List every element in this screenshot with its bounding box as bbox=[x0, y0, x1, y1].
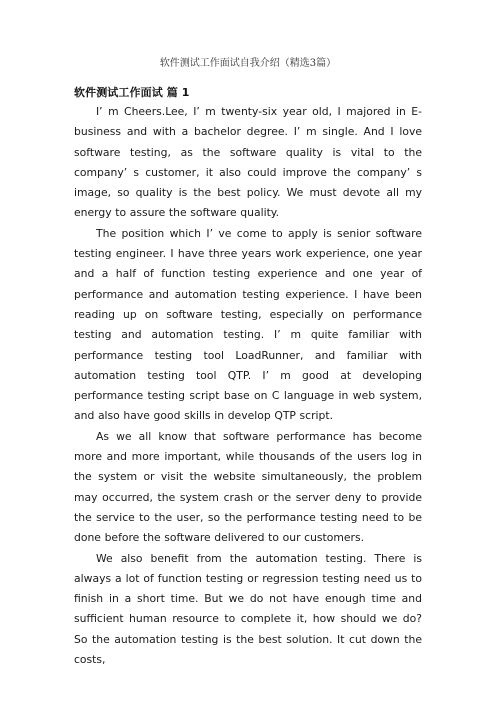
section-title: 软件测试工作面试 篇 1 bbox=[74, 86, 190, 99]
running-header: 软件测试工作面试自我介绍（精选3篇） bbox=[159, 58, 337, 69]
paragraph-automation-testing: We also benefit from the automation testing. There is always a lot of function testing or regression testing need us to finish in a short time. But we do not have enough time and sufficient human resource to complete it, how should we do? So the automation testing is the best solution. It cut down the costs, bbox=[74, 551, 422, 667]
paragraph-introduction: I’ m Cheers.Lee, I’ m twenty-six year old, I majored in E-business and with a bachelor degree. I’ m single. And I love software testing, as the software quality is vital to the company’ s customer, it also could improve the company’ s image, so quality is the best policy. We must devote all my energy to assure the software quality. bbox=[74, 105, 422, 220]
document-body bbox=[74, 84, 422, 670]
paragraph-position-experience: The position which I’ ve come to apply is senior software testing engineer. I have three years work experience, one year and a half of function testing experience and one year of performance and automation testing experience. I have been reading up on software testing, especially on performance testing and automation testing. I’ m quite familiar with performance testing tool LoadRunner, and familiar with automation testing tool QTP. I’ m good at developing performance testing script base on C language in web system, and also have good skills in develop QTP script. bbox=[74, 226, 422, 423]
paragraph-performance-testing: As we all know that software performance has become more and more important, while thousands of the users log in the system or visit the website simultaneously, the problem may occurred, the system crash or the server deny to provide the service to the user, so the performance testing need to be done before the software delivered to our customers. bbox=[74, 429, 422, 545]
